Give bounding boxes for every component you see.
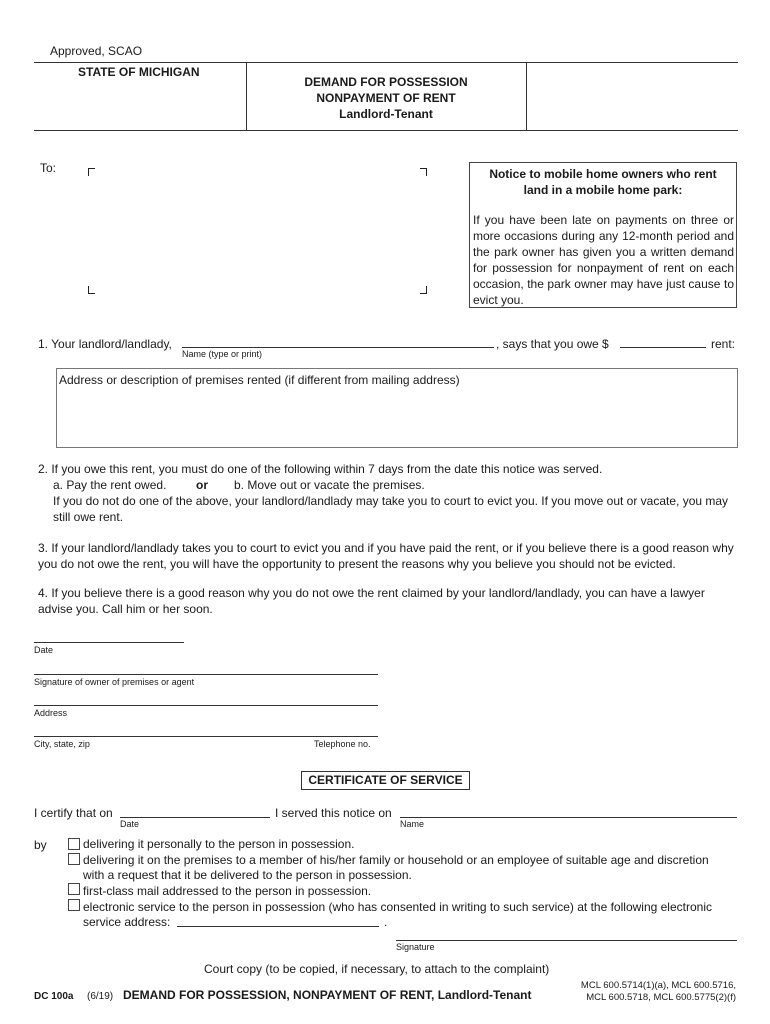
served-name-field[interactable] (400, 817, 737, 818)
form-title-line1: DEMAND FOR POSSESSION (304, 75, 468, 89)
option4-line2: service address: (83, 915, 171, 929)
corner-mark-bottom-left (88, 286, 95, 294)
item2-option-a: a. Pay the rent owed. (53, 478, 167, 492)
header-top-rule (34, 62, 738, 63)
form-title (246, 74, 526, 122)
notice-body: If you have been late on payments on three or more occasions during any 12-month period and the park owner has given you a written demand for possession for nonpayment of rent on each occasion, the park owner may have just cause to evict you. (473, 213, 734, 307)
recipient-address-area[interactable] (96, 174, 416, 284)
city-caption: City, state, zip (34, 739, 90, 749)
corner-mark-top-right (420, 168, 427, 176)
served-text: I served this notice on (275, 806, 392, 820)
item3-text (38, 540, 740, 572)
form-title-line2: NONPAYMENT OF RENT (316, 91, 456, 105)
electronic-address-field[interactable] (177, 926, 379, 927)
option3-text: first-class mail addressed to the person in possession. (83, 884, 372, 898)
form-revision-date: (6/19) (87, 991, 114, 1002)
owner-signature-caption: Signature of owner of premises or agent (34, 677, 195, 687)
mobile-home-notice-box (469, 162, 737, 308)
rent-label: rent: (711, 337, 736, 351)
option4-checkbox[interactable] (68, 899, 80, 911)
option1-checkbox[interactable] (68, 838, 80, 850)
mcl-line2: MCL 600.5718, MCL 600.5775(2)(f) (586, 992, 736, 1003)
service-date-caption: Date (120, 819, 140, 829)
notice-title (470, 166, 736, 198)
premises-address-box[interactable] (56, 368, 738, 448)
option1-text: delivering it personally to the person in possession. (83, 837, 355, 851)
premises-address-label: Address or description of premises rented (if different from mailing address) (59, 373, 460, 387)
form-code: DC 100a (34, 991, 74, 1002)
item1-prefix: 1. Your landlord/landlady, (38, 337, 172, 351)
option4-line1: electronic service to the person in possession (who has consented in writing to such service) at the following electronic (83, 900, 712, 914)
item2-or: or (196, 478, 208, 492)
state-label: STATE OF MICHIGAN (78, 65, 200, 79)
header-divider-right (526, 62, 527, 130)
certificate-title: CERTIFICATE OF SERVICE (301, 771, 470, 790)
approved-text: Approved, SCAO (50, 44, 143, 58)
telephone-caption: Telephone no. (314, 739, 371, 749)
notice-title-line2: land in a mobile home park: (523, 183, 683, 197)
header-bottom-rule (34, 130, 738, 131)
rent-amount-field[interactable] (620, 347, 706, 348)
service-date-field[interactable] (120, 817, 270, 818)
option2-checkbox[interactable] (68, 853, 80, 865)
server-signature-caption: Signature (396, 942, 435, 952)
certify-text: I certify that on (34, 806, 113, 820)
option4-end: . (384, 915, 388, 929)
mcl-line1: MCL 600.5714(1)(a), MCL 600.5716, (580, 980, 736, 991)
form-title-line3: Landlord-Tenant (339, 107, 433, 121)
notice-title-line1: Notice to mobile home owners who rent (489, 167, 717, 181)
item1-says-text: , says that you owe $ (496, 337, 609, 351)
owner-signature-field[interactable] (34, 674, 378, 675)
option2-line2: with a request that it be delivered to the person in possession. (83, 868, 412, 882)
owner-address-caption: Address (34, 708, 68, 718)
item3-body: 3. If your landlord/landlady takes you to court to evict you and if you have paid the rent, or if you believe there is a good reason why you do not owe the rent, you will have the opportunity to present the reasons why you believe you should not be evicted. (38, 541, 734, 571)
city-telephone-field[interactable] (34, 736, 378, 737)
corner-mark-top-left (88, 168, 95, 176)
server-signature-field[interactable] (396, 940, 737, 941)
mcl-references (560, 980, 736, 1004)
to-label: To: (40, 161, 57, 175)
sign-date-caption: Date (34, 645, 54, 655)
owner-address-field[interactable] (34, 705, 378, 706)
landlord-name-caption: Name (type or print) (182, 349, 263, 359)
item4-text (38, 585, 740, 617)
corner-mark-bottom-right (420, 286, 427, 294)
served-name-caption: Name (400, 819, 425, 829)
item2-option-b: b. Move out or vacate the premises. (234, 478, 425, 492)
option2-line1: delivering it on the premises to a member of his/her family or household or an employee of suitable age and discretion (83, 853, 709, 867)
item4-body: 4. If you believe there is a good reason why you do not owe the rent claimed by your landlord/landlady, you can have a lawyer advise you. Call him or her soon. (38, 586, 705, 616)
option3-checkbox[interactable] (68, 883, 80, 895)
sign-date-field[interactable] (34, 642, 184, 643)
footer-form-title: DEMAND FOR POSSESSION, NONPAYMENT OF RENT, Landlord-Tenant (123, 988, 532, 1002)
item2-consequence: If you do not do one of the above, your landlord/landlady may take you to court to evict you. If you move out or vacate, you may still owe rent. (53, 494, 729, 524)
court-copy-note: Court copy (to be copied, if necessary, to attach to the complaint) (204, 962, 550, 976)
item2-line1: 2. If you owe this rent, you must do one of the following within 7 days from the date this notice was served. (38, 462, 603, 476)
landlord-name-field[interactable] (182, 347, 494, 348)
by-label: by (34, 838, 47, 852)
